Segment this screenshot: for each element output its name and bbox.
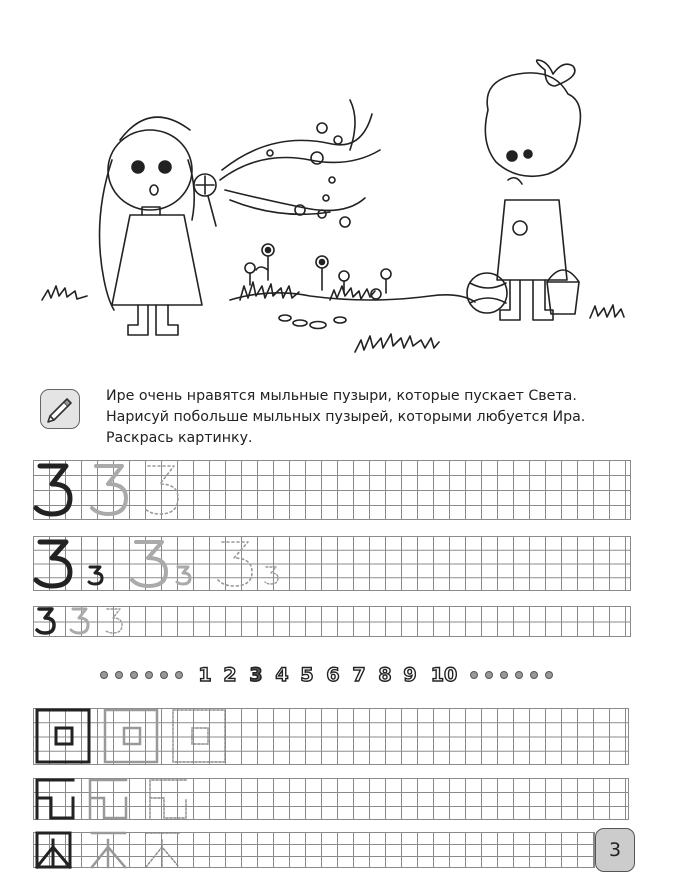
number-line-dot [145,671,153,679]
number-8: 8 [378,664,392,686]
pattern-arrow-sample [37,833,70,867]
digit-3-sample-row2 [36,542,70,586]
number-3-highlighted: 3 [249,664,263,686]
page-number: 3 [595,828,635,872]
number-line-dot [500,671,508,679]
digit-3-trace-row2-dotted [218,542,252,586]
digit-3-small-mid [177,567,190,584]
number-line-dot [175,671,183,679]
number-line-dot [545,671,553,679]
pattern-square-dotted [173,710,225,762]
pattern-spiral-dotted [150,780,186,818]
number-line-dot [160,671,168,679]
number-1: 1 [198,664,212,686]
digit-3-small-dotted [265,567,278,584]
digit-3-trace-row3-dotted [105,609,122,633]
number-7: 7 [352,664,366,686]
digit-3-sample-row3 [37,609,54,633]
task-line-3: Раскрась картинку. [106,430,253,446]
pattern-arrow-dotted [146,833,179,867]
pattern-overlay [0,700,674,880]
digit-3-small-sample [89,567,102,584]
number-5: 5 [300,664,314,686]
number-2: 2 [223,664,237,686]
pattern-spiral-sample [37,780,73,818]
number-line-dot [530,671,538,679]
number-6: 6 [326,664,340,686]
number-line-dot [470,671,478,679]
pattern-square-mid [105,710,157,762]
pattern-spiral-mid [90,780,126,818]
digit-tracing-overlay [0,450,674,650]
soap-bubbles-illustration [0,0,674,370]
digit-3-trace-row2-mid [132,542,166,586]
digit-3-trace-dotted [144,466,178,514]
digit-3-sample-large [36,466,70,514]
number-10: 10 [430,664,458,686]
number-4: 4 [275,664,289,686]
pattern-square-sample [37,710,89,762]
pencil-icon [40,389,80,429]
task-line-2: Нарисуй побольше мыльных пузырей, которыми любуется Ира. [106,409,586,425]
number-line-dot [485,671,493,679]
digit-3-trace-row3-mid [71,609,88,633]
number-9: 9 [403,664,417,686]
task-instructions [106,386,646,449]
number-line [100,662,570,688]
task-line-1: Ире очень нравятся мыльные пузыри, которые пускает Света. [106,388,577,404]
number-line-dot [130,671,138,679]
pattern-arrow-mid [92,833,125,867]
number-line-dot [515,671,523,679]
number-line-dot [100,671,108,679]
digit-3-trace-mid [92,466,126,514]
number-line-dot [115,671,123,679]
